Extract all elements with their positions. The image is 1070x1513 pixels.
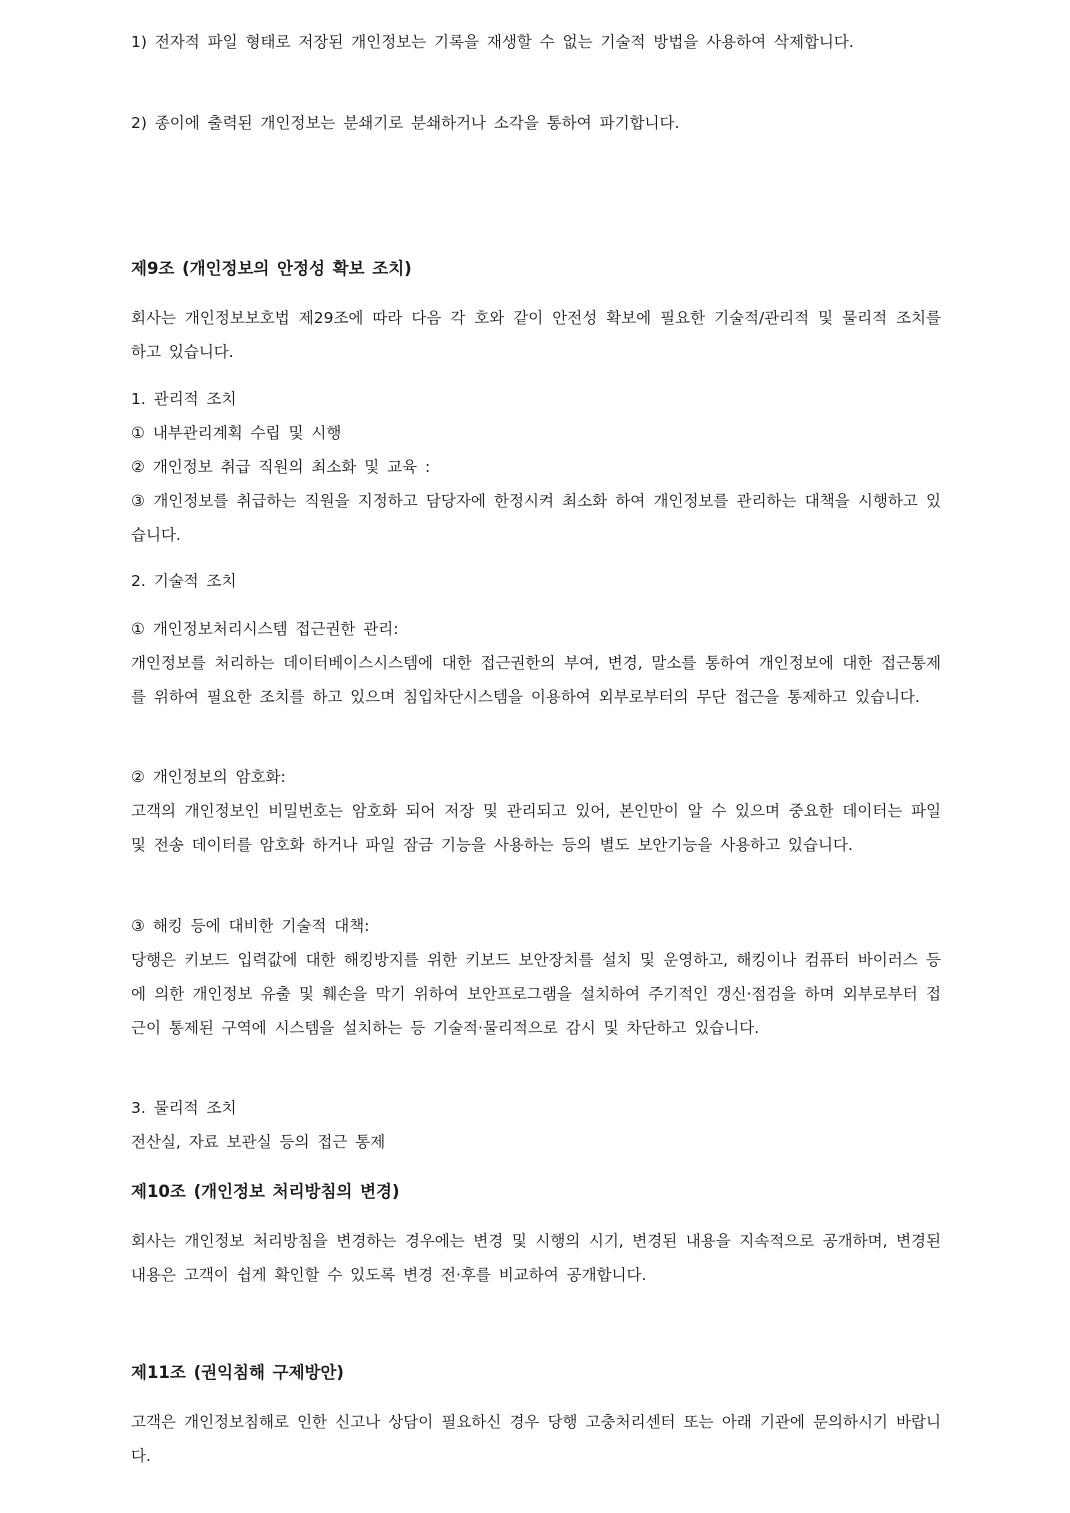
physical-measures-heading: 3. 물리적 조치 [131, 1099, 237, 1117]
tech-measure-2-body: 고객의 개인정보인 비밀번호는 암호화 되어 저장 및 관리되고 있어, 본인만이 알 수 있으며 중요한 데이터는 파일 및 전송 데이터를 암호화 하거나 파일 잠금 기능을 사용하는 등의 별도 보안기능을 사용하고 있습니다. [131, 802, 941, 854]
admin-measure-item-2: ② 개인정보 취급 직원의 최소화 및 교육 : [131, 458, 431, 476]
article10-body: 회사는 개인정보 처리방침을 변경하는 경우에는 변경 및 시행의 시기, 변경된 내용을 지속적으로 공개하며, 변경된 내용은 고객이 쉽게 확인할 수 있도록 변경 전·후를 비교하여 공개합니다. [131, 1232, 941, 1284]
article9-intro: 회사는 개인정보보호법 제29조에 따라 다음 각 호와 같이 안전성 확보에 필요한 기술적/관리적 및 물리적 조치를 하고 있습니다. [131, 309, 941, 361]
tech-measure-2-title: ② 개인정보의 암호화: [131, 768, 286, 786]
tech-measures-heading: 2. 기술적 조치 [131, 572, 237, 590]
admin-measures-heading: 1. 관리적 조치 [131, 390, 237, 408]
tech-measure-1-title: ① 개인정보처리시스템 접근권한 관리: [131, 620, 399, 638]
tech-measure-1-body: 개인정보를 처리하는 데이터베이스시스템에 대한 접근권한의 부여, 변경, 말소를 통하여 개인정보에 대한 접근통제를 위하여 필요한 조치를 하고 있으며 침입차단시스템을 이용하여 외부로부터의 무단 접근을 통제하고 있습니다. [131, 654, 941, 706]
tech-measure-3-body: 당행은 키보드 입력값에 대한 해킹방지를 위한 키보드 보안장치를 설치 및 운영하고, 해킹이나 컴퓨터 바이러스 등에 의한 개인정보 유출 및 훼손을 막기 위하여 보안프로그램을 설치하여 주기적인 갱신·점검을 하며 외부로부터 접근이 통제된 구역에 시스템을 설치하는 등 기술적·물리적으로 감시 및 차단하고 있습니다. [131, 951, 941, 1037]
tech-measure-3-title: ③ 해킹 등에 대비한 기술적 대책: [131, 917, 370, 935]
article11-title: 제11조 (권익침해 구제방안) [131, 1363, 344, 1382]
article10-title: 제10조 (개인정보 처리방침의 변경) [131, 1182, 400, 1201]
physical-measure-item: 전산실, 자료 보관실 등의 접근 통제 [131, 1133, 386, 1151]
destruction-item-electronic: 1) 전자적 파일 형태로 저장된 개인정보는 기록을 재생할 수 없는 기술적 방법을 사용하여 삭제합니다. [131, 33, 854, 51]
article11-body: 고객은 개인정보침해로 인한 신고나 상담이 필요하신 경우 당행 고충처리센터 또는 아래 기관에 문의하시기 바랍니다. [131, 1413, 941, 1465]
destruction-item-paper: 2) 종이에 출력된 개인정보는 분쇄기로 분쇄하거나 소각을 통하여 파기합니다. [131, 114, 680, 132]
article9-title: 제9조 (개인정보의 안정성 확보 조치) [131, 259, 412, 278]
admin-measure-item-1: ① 내부관리계획 수립 및 시행 [131, 424, 342, 442]
admin-measure-item-3: ③ 개인정보를 취급하는 직원을 지정하고 담당자에 한정시켜 최소화 하여 개인정보를 관리하는 대책을 시행하고 있습니다. [131, 492, 941, 544]
